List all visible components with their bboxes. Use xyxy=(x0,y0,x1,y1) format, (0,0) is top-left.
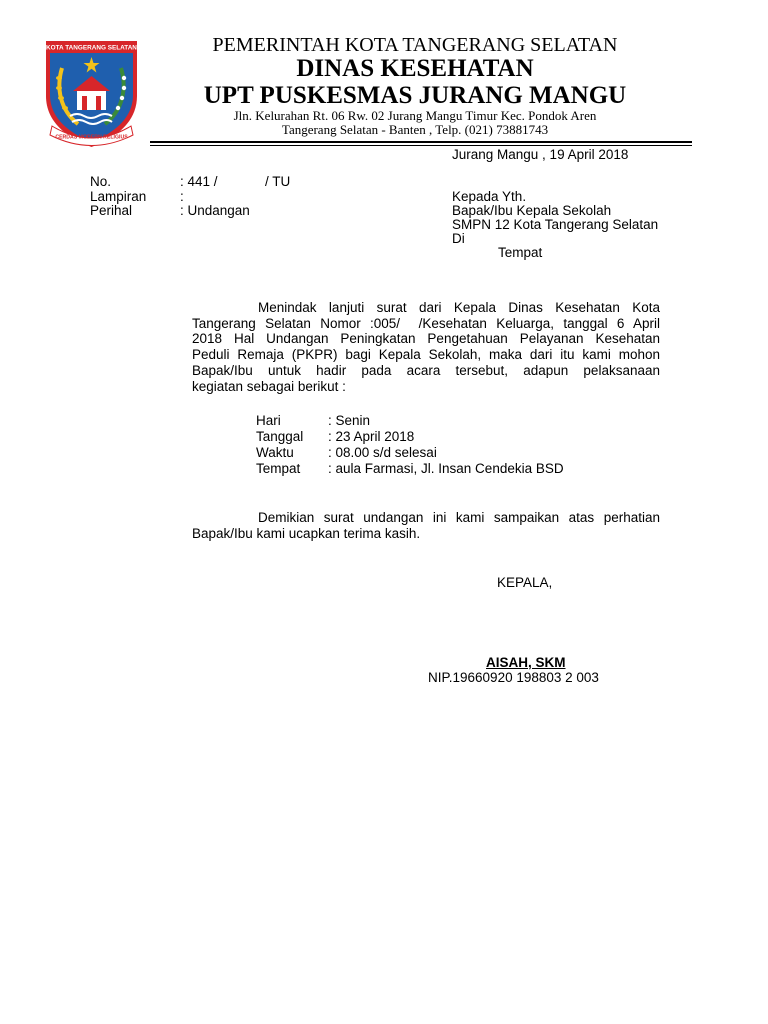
schedule-date-value: : 23 April 2018 xyxy=(328,429,415,444)
schedule-time-label: Waktu xyxy=(256,445,294,460)
recipient-greeting: Kepada Yth. xyxy=(452,189,527,204)
signature-title: KEPALA, xyxy=(497,575,553,590)
city-emblem-logo xyxy=(40,38,143,150)
number-suffix: / TU xyxy=(265,174,291,189)
number-value: : 441 / xyxy=(180,174,218,189)
logo-motto-text: CERDAS MODERN RELIGIUS xyxy=(55,134,128,141)
body-line: Peduli Remaja (PKPR) bagi Kepala Sekolah, maka dari itu kami mohon xyxy=(192,347,660,363)
body-paragraph xyxy=(192,300,660,394)
subject-label: Perihal xyxy=(90,203,133,218)
letterhead-rule-thick xyxy=(150,141,692,143)
letterhead-rule-thin xyxy=(150,145,692,146)
signature-name: AISAH, SKM xyxy=(486,655,566,670)
schedule-date-label: Tanggal xyxy=(256,429,304,444)
letterhead-government: PEMERINTAH KOTA TANGERANG SELATAN xyxy=(212,34,618,56)
letter-date: Jurang Mangu , 19 April 2018 xyxy=(452,147,629,162)
attachment-value: : xyxy=(180,189,184,204)
letterhead-address-line1: Jln. Kelurahan Rt. 06 Rw. 02 Jurang Mangu Timur Kec. Pondok Aren xyxy=(233,108,597,123)
schedule-place-value: : aula Farmasi, Jl. Insan Cendekia BSD xyxy=(328,461,564,476)
letterhead-department: DINAS KESEHATAN xyxy=(296,55,534,82)
closing-paragraph xyxy=(192,510,660,541)
body-line: Bapak/Ibu untuk hadir pada acara tersebut, adapun pelaksanaan xyxy=(192,362,660,378)
letterhead-institution: UPT PUSKESMAS JURANG MANGU xyxy=(203,82,627,109)
subject-value: : Undangan xyxy=(180,203,250,218)
closing-line: Bapak/Ibu kami ucapkan terima kasih. xyxy=(192,525,421,541)
body-line: 2018 Hal Undangan Peningkatan Pengetahuan Pelayanan Kesehatan xyxy=(192,331,660,347)
schedule-time-value: : 08.00 s/d selesai xyxy=(328,445,437,460)
letterhead-address-line2: Tangerang Selatan - Banten , Telp. (021) 73881743 xyxy=(281,122,549,137)
attachment-label: Lampiran xyxy=(90,189,147,204)
recipient-title: Bapak/Ibu Kepala Sekolah xyxy=(452,203,612,218)
recipient-school: SMPN 12 Kota Tangerang Selatan xyxy=(452,217,659,232)
schedule-day-value: : Senin xyxy=(328,413,371,428)
recipient-place: Tempat xyxy=(498,245,543,260)
signature-nip: NIP.19660920 198803 2 003 xyxy=(428,670,599,685)
body-line: kegiatan sebagai berikut : xyxy=(192,378,346,394)
body-line: Menindak lanjuti surat dari Kepala Dinas Kesehatan Kota xyxy=(258,300,660,315)
body-line: Tangerang Selatan Nomor :005/ /Kesehatan Keluarga, tanggal 6 April xyxy=(192,315,660,331)
schedule-day-label: Hari xyxy=(256,413,281,428)
closing-line: Demikian surat undangan ini kami sampaikan atas perhatian xyxy=(258,510,660,525)
number-label: No. xyxy=(90,174,112,189)
recipient-di: Di xyxy=(452,231,465,246)
schedule-place-label: Tempat xyxy=(256,461,301,476)
logo-banner-text: KOTA TANGERANG SELATAN xyxy=(46,44,137,52)
